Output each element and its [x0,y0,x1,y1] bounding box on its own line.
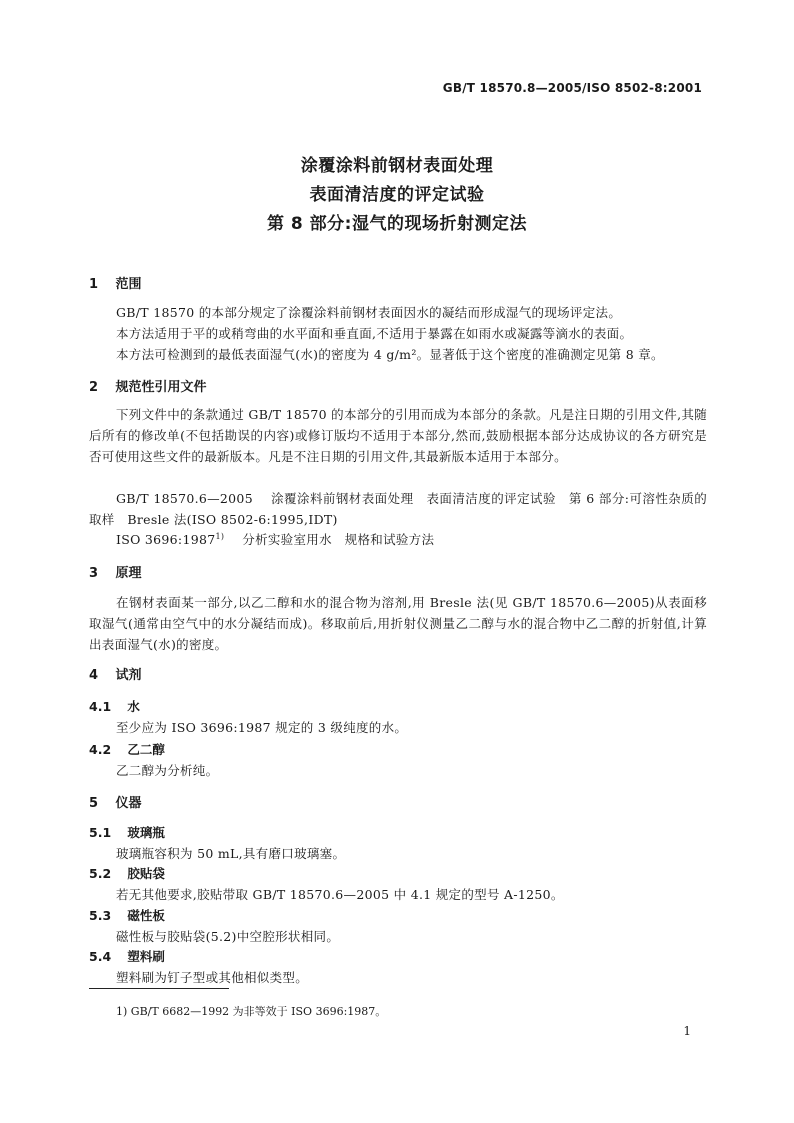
subsection-title: 乙二醇 [127,742,165,757]
section-number: 4 [89,668,99,683]
paragraph: 若无其他要求,胶贴带取 GB/T 18570.6—2005 中 4.1 规定的型号 A-1250。 [116,887,564,902]
footnote-marker: 1) [215,531,225,541]
footnote-divider [89,988,229,989]
subsection-heading-water [89,697,140,715]
paragraph: 本方法可检测到的最低表面湿气(水)的密度为 4 g/m²。显著低于这个密度的准确测定见第 8 章。 [116,347,664,362]
paragraph: 玻璃瓶容积为 50 mL,具有磨口玻璃塞。 [116,846,346,861]
section-heading-scope [89,273,142,292]
title-line-2: 表面清洁度的评定试验 [309,185,485,205]
paragraph: 塑料刷为钉子型或其他相似类型。 [116,970,309,985]
subsection-number: 5.1 [89,825,112,840]
section-number: 3 [89,566,99,581]
subsection-number: 5.4 [89,949,112,964]
section-heading-principle [89,562,142,581]
reference-code: GB/T 18570.6—2005 [116,491,253,506]
footnote: 1) GB/T 6682—1992 为非等效于 ISO 3696:1987。 [116,1005,387,1018]
subsection-title: 塑料刷 [127,949,165,964]
reference-title: 分析实验室用水 规格和试验方法 [242,532,435,547]
reference-code: ISO 3696:1987 [116,532,216,547]
section-heading-normative-references [89,376,207,395]
section-title: 规范性引用文件 [115,380,207,395]
section-number: 2 [89,380,99,395]
paragraph: 磁性板与胶贴袋(5.2)中空腔形状相同。 [116,929,340,944]
paragraph: 在钢材表面某一部分,以乙二醇和水的混合物为溶剂,用 Bresle 法(见 GB/T 18570.6—2005)从表面移取湿气(通常由空气中的水分凝结而成)。移取前后,用折射仪测量乙二醇与水的混合物中乙二醇的折射值,计算出表面湿气(水)的密度。 [89,595,707,652]
subsection-title: 胶贴袋 [127,866,165,881]
subsection-number: 4.2 [89,742,112,757]
subsection-heading-magnetic-plate [89,906,165,924]
title-line-1: 涂覆涂料前钢材表面处理 [300,156,494,176]
page-number: 1 [683,1024,691,1038]
subsection-title: 玻璃瓶 [127,825,165,840]
reference-title: 涂覆涂料前钢材表面处理 表面清洁度的评定试验 第 6 部分:可溶性杂质的取样 Bresle 法(ISO 8502-6:1995,IDT) [89,491,707,527]
section-number: 5 [89,796,99,811]
subsection-heading-plastic-brush [89,947,165,965]
section-title: 仪器 [115,796,142,811]
subsection-heading-glass-bottle [89,823,165,841]
subsection-number: 5.3 [89,908,112,923]
standard-code: GB/T 18570.8—2005/ISO 8502-8:2001 [442,81,702,95]
reference-entry [89,488,707,530]
subsection-heading-ethylene-glycol [89,740,165,758]
paragraph: GB/T 18570 的本部分规定了涂覆涂料前钢材表面因水的凝结而形成湿气的现场评定法。 [116,305,622,320]
section-title: 范围 [115,277,142,292]
paragraph: 本方法适用于平的或稍弯曲的水平面和垂直面,不适用于暴露在如雨水或凝露等滴水的表面。 [116,326,633,341]
section-title: 试剂 [115,668,142,683]
paragraph: 下列文件中的条款通过 GB/T 18570 的本部分的引用而成为本部分的条款。凡是注日期的引用文件,其随后所有的修改单(不包括勘误的内容)或修订版均不适用于本部分,然而,鼓励根据本部分达成协议的各方研究是否可使用这些文件的最新版本。凡是不注日期的引用文件,其最新版本适用于本部分。 [89,407,707,464]
section-title: 原理 [115,566,142,581]
document-title [0,152,794,239]
paragraph: 乙二醇为分析纯。 [116,763,219,778]
subsection-number: 5.2 [89,866,112,881]
title-line-3: 第 8 部分:湿气的现场折射测定法 [267,214,527,234]
subsection-heading-adhesive-patch [89,864,165,882]
section-heading-apparatus [89,792,142,811]
subsection-title: 水 [127,699,140,714]
subsection-number: 4.1 [89,699,112,714]
section-number: 1 [89,277,99,292]
subsection-title: 磁性板 [127,908,165,923]
paragraph: 至少应为 ISO 3696:1987 规定的 3 级纯度的水。 [116,720,408,735]
section-heading-reagents [89,664,142,683]
reference-entry [116,530,434,548]
